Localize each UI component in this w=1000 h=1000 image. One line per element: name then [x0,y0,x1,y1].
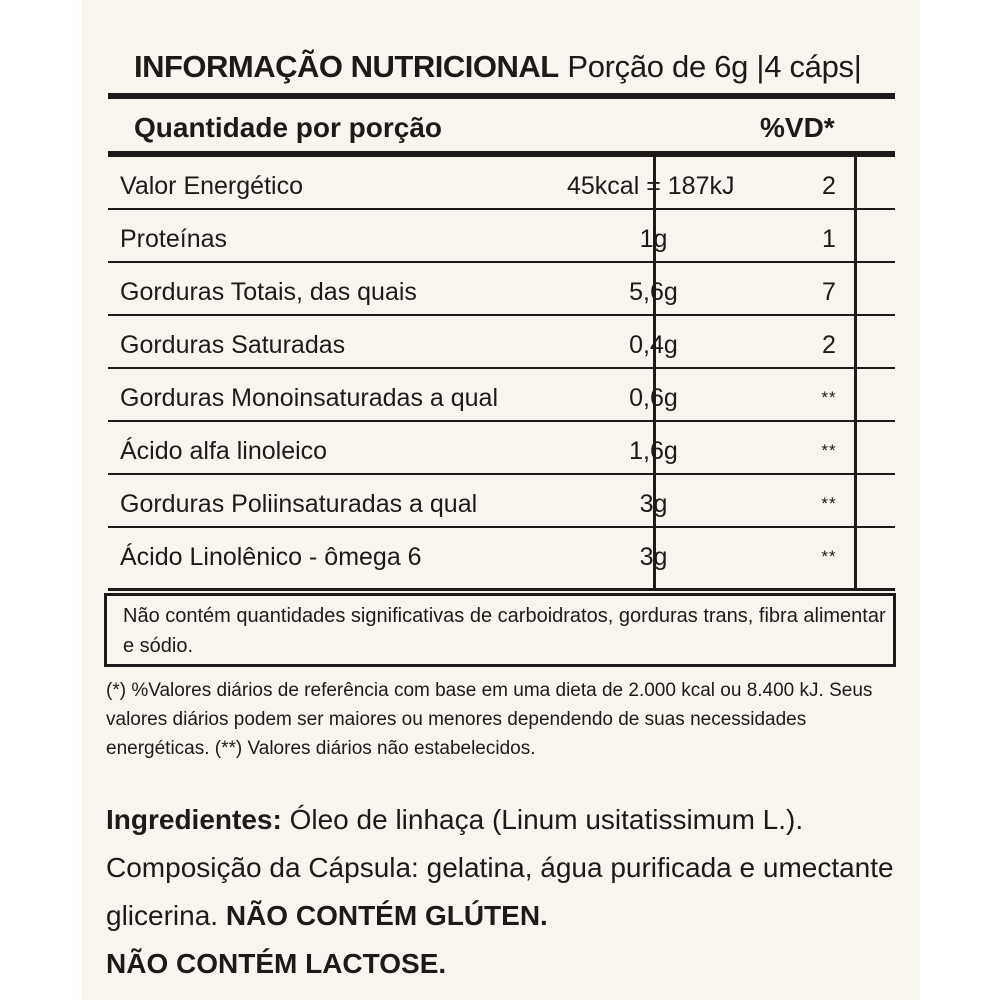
ingredients-label: Ingredientes: [106,804,282,835]
nutrient-amount: 45kcal = 187kJ [567,172,735,200]
nutrient-amount: 5,6g [629,278,678,306]
nutrient-name: Ácido Linolênico - ômega 6 [120,543,422,571]
nutrient-name: Valor Energético [120,172,303,200]
nutrient-name: Gorduras Totais, das quais [120,278,417,306]
nutrient-amount: 3g [639,490,668,518]
nutrient-vd: 2 [822,172,836,200]
nutrient-vd: ** [821,547,837,566]
table-row [108,263,895,316]
nutrient-amount: 0,6g [629,384,678,412]
gluten-warning: NÃO CONTÉM GLÚTEN. [225,900,548,931]
nutrient-vd: 1 [822,225,836,253]
nutrient-name: Proteínas [120,225,228,253]
title-divider [108,93,895,99]
nutrition-table [108,157,895,591]
nutrient-vd: ** [821,494,837,513]
nutrient-vd: ** [821,441,837,460]
nutrient-amount: 1,6g [629,437,678,465]
nutrient-vd: ** [821,388,837,407]
ingredients-section [106,796,906,988]
table-row [108,157,895,210]
ingredients-text: Óleo de linhaça (Linum usitatissimum L.). Composição da Cápsula: gelatina, água purificada e umectante glicerina. [106,804,894,931]
note-box [104,593,896,667]
table-row [108,316,895,369]
nutrient-vd: 7 [822,278,836,306]
table-row [108,475,895,528]
nutrition-title-bold: INFORMAÇÃO NUTRICIONAL [134,49,559,84]
table-bottom-divider [108,588,895,591]
nutrient-name: Gorduras Saturadas [120,331,346,359]
lactose-warning: NÃO CONTÉM LACTOSE. [106,948,447,979]
nutrient-name: Ácido alfa linoleico [120,437,328,465]
nutrient-amount: 1g [639,225,668,253]
portion-size: Porção de 6g |4 cáps| [567,49,862,84]
table-row [108,210,895,263]
footnote: (*) %Valores diários de referência com base em uma dieta de 2.000 kcal ou 8.400 kJ. Seus valores diários podem ser maiores ou menores dependendo de suas necessidades energéticas. (**) Valores diários não estabelecidos. [106,680,873,759]
table-row [108,369,895,422]
note-text: Não contém quantidades significativas de carboidratos, gorduras trans, fibra alimentar e sódio. [123,605,886,657]
nutrient-name: Gorduras Monoinsaturadas a qual [120,384,499,412]
nutrient-vd: 2 [822,331,836,359]
vd-header: %VD* [760,112,835,143]
nutrient-amount: 0,4g [629,331,678,359]
nutrition-title [134,44,894,90]
nutrient-name: Gorduras Poliinsaturadas a qual [120,490,478,518]
quantity-header: Quantidade por porção [134,112,443,143]
nutrient-amount: 3g [639,543,668,571]
table-row [108,528,895,581]
table-row [108,422,895,475]
